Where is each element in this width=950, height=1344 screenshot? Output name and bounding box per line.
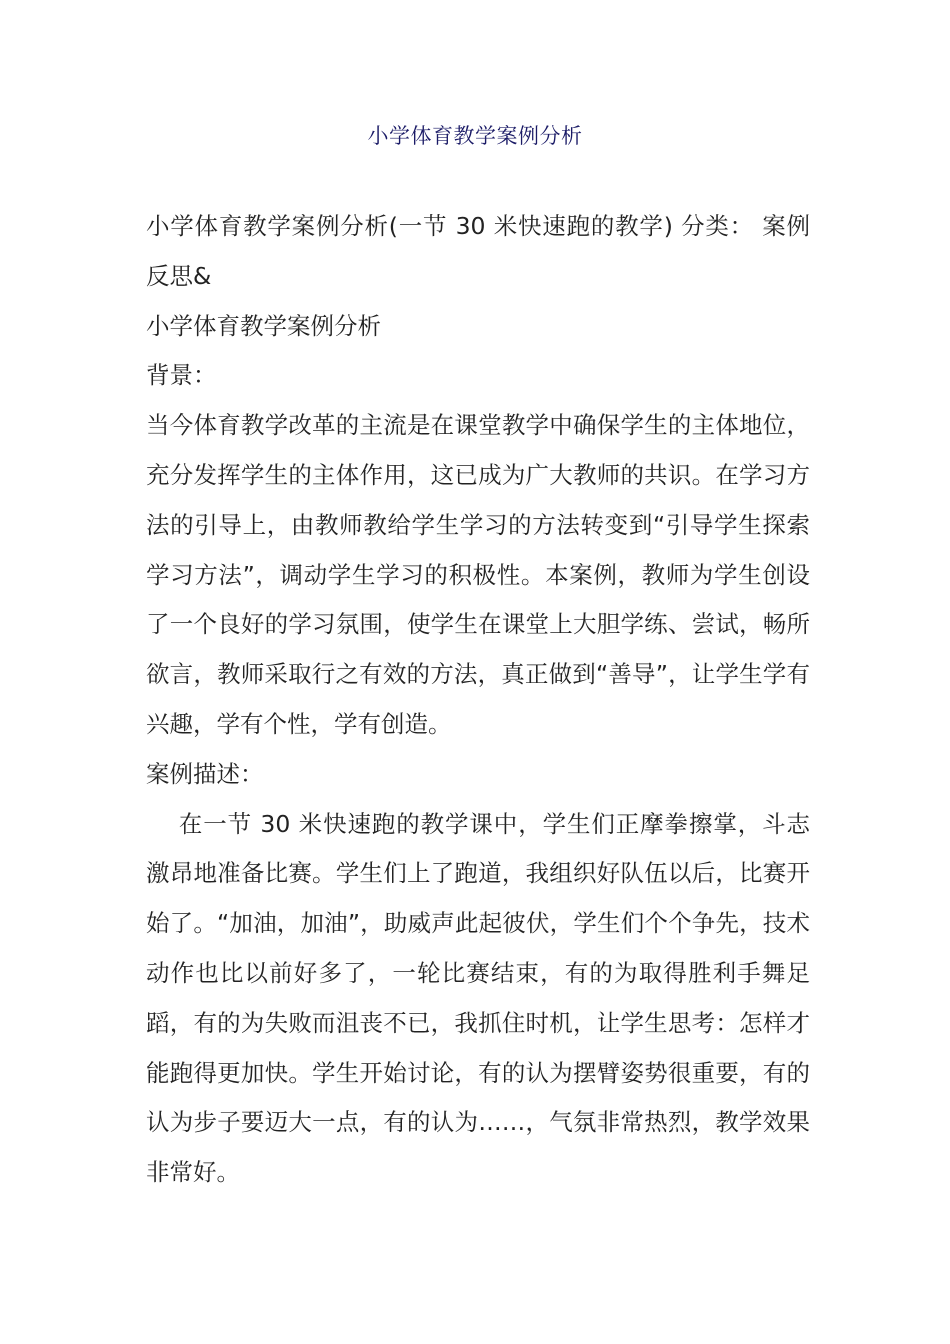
- paragraph-subtitle: 小学体育教学案例分析: [146, 311, 381, 340]
- paragraph-case-description: 在一节 30 米快速跑的教学课中，学生们正摩拳擦掌，斗志激昂地准备比赛。学生们上了跑道，我组织好队伍以后，比赛开始了。“加油，加油”，助威声此起彼伏，学生们个个争先，技术动作也比以前好多了，一轮比赛结束，有的为取得胜利手舞足蹈，有的为失败而沮丧不已，我抓住时机，让学生思考：怎样才能跑得更加快。学生开始讨论，有的认为摆臂姿势很重要，有的认为步子要迈大一点，有的认为……，气氛非常热烈，教学效果非常好。: [146, 809, 810, 1187]
- document-body: [146, 202, 810, 1198]
- document-title: 小学体育教学案例分析: [367, 124, 583, 148]
- paragraph-background: 当今体育教学改革的主流是在课堂教学中确保学生的主体地位，充分发挥学生的主体作用，这已成为广大教师的共识。在学习方法的引导上，由教师教给学生学习的方法转变到“引导学生探索学习方法”，调动学生学习的积极性。本案例，教师为学生创设了一个良好的学习氛围，使学生在课堂上大胆学练、尝试，畅所欲言，教师采取行之有效的方法，真正做到“善导”，让学生学有兴趣，学有个性，学有创造。: [146, 411, 810, 738]
- section-heading-case-description: 案例描述：: [146, 759, 264, 788]
- section-heading-background: 背景：: [146, 361, 217, 390]
- paragraph-intro: 小学体育教学案例分析(一节 30 米快速跑的教学) 分类： 案例反思&: [146, 212, 810, 290]
